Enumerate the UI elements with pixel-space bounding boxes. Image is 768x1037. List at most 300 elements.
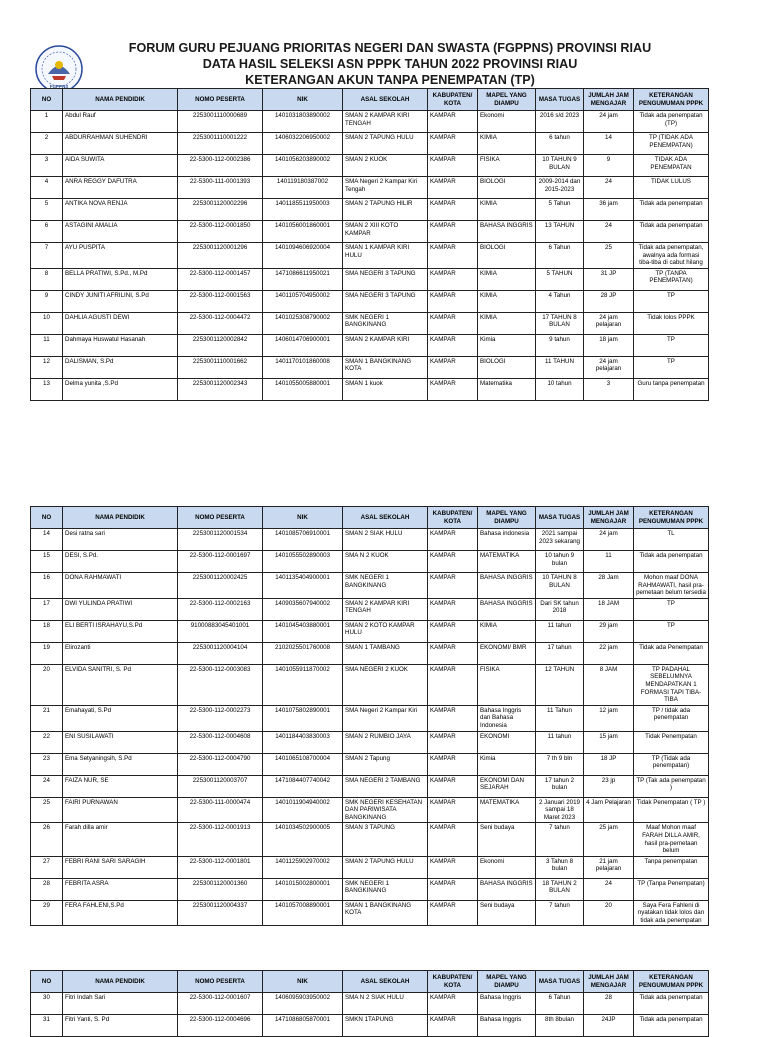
table-cell: KAMPAR <box>428 775 478 797</box>
table-cell: 2253001120001534 <box>178 529 263 551</box>
table-cell: 10 tahun 9 bulan <box>536 551 584 573</box>
table-cell: Matematika <box>478 378 536 400</box>
table-cell: 31 <box>31 1015 63 1037</box>
table-row <box>31 823 709 856</box>
table-cell: TP <box>634 620 709 642</box>
table-cell: 22-5300-112-0001697 <box>178 551 263 573</box>
table-cell: BAHASA INGGRIS <box>478 878 536 900</box>
column-header: NOMO PESERTA <box>178 89 263 111</box>
table-cell: Dari SK tahun 2018 <box>536 598 584 620</box>
table-cell: 1401055502890003 <box>263 551 343 573</box>
table-cell: KAMPAR <box>428 823 478 856</box>
column-header: MAPEL YANG DIAMPU <box>478 89 536 111</box>
table-cell: 10 TAHUN 8 BULAN <box>536 573 584 599</box>
table-cell: FERA FAHLENI,S.Pd <box>63 900 178 926</box>
table-cell: Bahasa Inggris dan Bahasa Indonesia <box>478 705 536 731</box>
table-cell: Kimia <box>478 334 536 356</box>
table-cell: KAMPAR <box>428 753 478 775</box>
table-cell: 11 <box>31 334 63 356</box>
table-cell: SMAN 2 TAPUNG HILIR <box>343 199 428 221</box>
table-cell: KAMPAR <box>428 177 478 199</box>
table-cell: 13 TAHUN <box>536 221 584 243</box>
table-cell: 22-5300-112-0004608 <box>178 731 263 753</box>
table-cell: Elirozanti <box>63 642 178 664</box>
table-cell: SMK NEGERI 1 BANGKINANG <box>343 573 428 599</box>
column-header: KETERANGAN PENGUMUMAN PPPK <box>634 971 709 993</box>
table-cell: KAMPAR <box>428 1015 478 1037</box>
table-cell: 24 jam pelajaran <box>584 312 634 334</box>
table-cell: 2009-2014 dan 2015-2023 <box>536 177 584 199</box>
header-row <box>31 971 709 993</box>
table-cell: 9 <box>584 155 634 177</box>
table-row <box>31 775 709 797</box>
table-cell: 1401034502900005 <box>263 823 343 856</box>
table-cell: Tidak ada penempatan, awalnya ada formasi tiba-tiba di cabut hilang <box>634 243 709 269</box>
table-cell: KAMPAR <box>428 529 478 551</box>
column-header: NIK <box>263 971 343 993</box>
fgppns-logo <box>34 44 84 94</box>
table-row <box>31 705 709 731</box>
table-cell: TP (Tanpa Penempatan) <box>634 878 709 900</box>
table-cell: 12 jam <box>584 705 634 731</box>
table-cell: 140119180387002 <box>263 177 343 199</box>
table-cell: KAMPAR <box>428 334 478 356</box>
table-cell: FISIKA <box>478 664 536 705</box>
table-cell: Guru tanpa penempatan <box>634 378 709 400</box>
table-cell: 22 jam <box>584 642 634 664</box>
logo-text: FGPPNS <box>49 84 69 89</box>
table-cell: KAMPAR <box>428 312 478 334</box>
table-cell: Ekonomi <box>478 856 536 878</box>
table-row <box>31 133 709 155</box>
table-cell: 11 <box>584 551 634 573</box>
table-cell: 6 Tahun <box>536 243 584 269</box>
table-cell: 1401125902970002 <box>263 856 343 878</box>
column-header: JUMLAH JAM MENGAJAR <box>584 507 634 529</box>
table-cell: KAMPAR <box>428 356 478 378</box>
table-cell: Seni budaya <box>478 823 536 856</box>
table-cell: SMAN 2 KAMPAR KIRI TENGAH <box>343 598 428 620</box>
table-cell: 13 <box>31 378 63 400</box>
table-cell: Tidak Penempatan ( TP ) <box>634 797 709 823</box>
data-table-section-3 <box>30 970 709 1037</box>
table-cell: KIMIA <box>478 620 536 642</box>
table-row <box>31 1015 709 1037</box>
table-cell: Tidak ada penempatan <box>634 221 709 243</box>
table-cell: SMA Negeri 2 Kampar Kiri Tengah <box>343 177 428 199</box>
table-cell: 1401057008890001 <box>263 900 343 926</box>
table-cell: BIOLOGI <box>478 356 536 378</box>
table-cell: EKONOMI <box>478 731 536 753</box>
title-line-1: FORUM GURU PEJUANG PRIORITAS NEGERI DAN SWASTA (FGPPNS) PROVINSI RIAU <box>128 41 652 55</box>
table-cell: 1409035607940002 <box>263 598 343 620</box>
table-cell: Fitri Indah Sari <box>63 993 178 1015</box>
table-cell: 3 <box>31 155 63 177</box>
table-cell: 8 JAM <box>584 664 634 705</box>
table-cell: KAMPAR <box>428 797 478 823</box>
table-cell: Ekonomi <box>478 111 536 133</box>
table-cell: 4 Jam Pelajaran <box>584 797 634 823</box>
table-cell: 2253001120004104 <box>178 642 263 664</box>
table-cell: Delma yunita ,S.Pd <box>63 378 178 400</box>
table-cell: 29 jam <box>584 620 634 642</box>
table-cell: 1401184403830003 <box>263 731 343 753</box>
table-cell: 1406095903950002 <box>263 993 343 1015</box>
table-cell: SMAN 2 KOTO KAMPAR HULU <box>343 620 428 642</box>
table-cell: 2253001110001222 <box>178 133 263 155</box>
table-cell: SMA NEGERI 3 TAPUNG <box>343 268 428 290</box>
table-cell: Tidak ada penempatan <box>634 1015 709 1037</box>
table-cell: 20 <box>31 664 63 705</box>
table-cell: KAMPAR <box>428 705 478 731</box>
column-header: NIK <box>263 507 343 529</box>
table-cell: 22-5300-111-0000474 <box>178 797 263 823</box>
table-row <box>31 378 709 400</box>
table-cell: 6 <box>31 221 63 243</box>
table-cell: ANTIKA NOVA RENJA <box>63 199 178 221</box>
column-header: NO <box>31 89 63 111</box>
column-header: JUMLAH JAM MENGAJAR <box>584 89 634 111</box>
table-cell: 15 jam <box>584 731 634 753</box>
column-header: NOMO PESERTA <box>178 971 263 993</box>
table-cell: Tanpa penempatan <box>634 856 709 878</box>
table-cell: 24 <box>31 775 63 797</box>
table-cell: ABDURRAHMAN SUHENDRI <box>63 133 178 155</box>
table-cell: KIMIA <box>478 268 536 290</box>
table-cell: Bahasa indonesia <box>478 529 536 551</box>
table-cell: KAMPAR <box>428 993 478 1015</box>
table-cell: 24 jam pelajaran <box>584 356 634 378</box>
table-cell: 6 tahun <box>536 133 584 155</box>
table-cell: ELVIDA SANITRI, S. Pd <box>63 664 178 705</box>
table-cell: 1401170101860008 <box>263 356 343 378</box>
table-row <box>31 290 709 312</box>
table-cell: 18 jam <box>584 334 634 356</box>
title-line-2: DATA HASIL SELEKSI ASN PPPK TAHUN 2022 PROVINSI RIAU <box>202 57 578 71</box>
table-cell: BIOLOGI <box>478 243 536 269</box>
table-row <box>31 529 709 551</box>
table-row <box>31 664 709 705</box>
data-table-section-2 <box>30 506 709 926</box>
table-cell: FEBRITA ASRA <box>63 878 178 900</box>
table-cell: 24 <box>584 878 634 900</box>
table-cell: ENI SUSILAWATI <box>63 731 178 753</box>
table-cell: Seni budaya <box>478 900 536 926</box>
table-cell: 7 tahun <box>536 823 584 856</box>
table-cell: 11 tahun <box>536 620 584 642</box>
column-header: MAPEL YANG DIAMPU <box>478 507 536 529</box>
table-cell: 23 jp <box>584 775 634 797</box>
table-cell: 22 <box>31 731 63 753</box>
column-header: KABUPATEN/ KOTA <box>428 971 478 993</box>
table-cell: Tidak ada penempatan <box>634 993 709 1015</box>
table-cell: 5 Tahun <box>536 199 584 221</box>
table-cell: SMA NEGERI 2 TAMBANG <box>343 775 428 797</box>
table-cell: 25 <box>584 243 634 269</box>
table-cell: 1401025308790002 <box>263 312 343 334</box>
table-cell: EKONOMI/ BMR <box>478 642 536 664</box>
table-cell: 1401015002800001 <box>263 878 343 900</box>
table-cell: ELI BERTI ISRAHAYU,S.Pd <box>63 620 178 642</box>
column-header: KABUPATEN/ KOTA <box>428 507 478 529</box>
column-header: NAMA PENDIDIK <box>63 971 178 993</box>
table-cell: 28 JP <box>584 290 634 312</box>
table-cell: 2253001120002425 <box>178 573 263 599</box>
table-cell: 28 <box>31 878 63 900</box>
table-cell: KAMPAR <box>428 900 478 926</box>
table-cell: KAMPAR <box>428 155 478 177</box>
table-cell: KAMPAR <box>428 199 478 221</box>
column-header: NO <box>31 507 63 529</box>
table-cell: AYU PUSPITA <box>63 243 178 269</box>
table-cell: BIOLOGI <box>478 177 536 199</box>
table-cell: 10 TAHUN 9 BULAN <box>536 155 584 177</box>
table-cell: Maaf Mohon maaf FARAH DILLA AMIR, hasil pra-pemetaan belum <box>634 823 709 856</box>
table-cell: KAMPAR <box>428 664 478 705</box>
column-header: ASAL SEKOLAH <box>343 89 428 111</box>
table-cell: 2253001120004337 <box>178 900 263 926</box>
table-cell: Saya Fera Fahleni di nyatakan tidak lolos dan tidak ada penempatan <box>634 900 709 926</box>
table-cell: SMA N 2 KUOK <box>343 551 428 573</box>
table-cell: 21 <box>31 705 63 731</box>
table-cell: 20 <box>584 900 634 926</box>
table-cell: MATEMATIKA <box>478 551 536 573</box>
table-cell: SMAN 1 BANGKINANG KOTA <box>343 900 428 926</box>
table-cell: 1401065108700004 <box>263 753 343 775</box>
table-cell: SMK NEGERI 1 BANGKINANG <box>343 878 428 900</box>
table-cell: TP (Tak ada penempatan ) <box>634 775 709 797</box>
table-cell: 27 <box>31 856 63 878</box>
table-cell: 4 <box>31 177 63 199</box>
table-cell: 12 TAHUN <box>536 664 584 705</box>
table-row <box>31 900 709 926</box>
column-header: NIK <box>263 89 343 111</box>
table-row <box>31 620 709 642</box>
table-cell: KIMIA <box>478 199 536 221</box>
table-cell: KAMPAR <box>428 620 478 642</box>
table-cell: KAMPAR <box>428 731 478 753</box>
table-cell: KAMPAR <box>428 856 478 878</box>
table-row <box>31 642 709 664</box>
table-cell: 1401031803890002 <box>263 111 343 133</box>
table-cell: SMAN 2 KUOK <box>343 155 428 177</box>
table-cell: Tidak ada Penempatan <box>634 642 709 664</box>
table-cell: 18 JP <box>584 753 634 775</box>
table-cell: 2102025501760008 <box>263 642 343 664</box>
table-cell: 2 Januari 2019 sampai 18 Maret 2023 <box>536 797 584 823</box>
table-cell: 22-5300-112-0001801 <box>178 856 263 878</box>
table-cell: 1406014706900001 <box>263 334 343 356</box>
table-cell: Abdul Rauf <box>63 111 178 133</box>
table-cell: 1401094606920004 <box>263 243 343 269</box>
table-cell: Bahasa Inggris <box>478 993 536 1015</box>
table-row <box>31 551 709 573</box>
table-cell: 3 <box>584 378 634 400</box>
table-row <box>31 993 709 1015</box>
table-cell: TP <box>634 598 709 620</box>
column-header: MAPEL YANG DIAMPU <box>478 971 536 993</box>
table-cell: 2253001120002842 <box>178 334 263 356</box>
table-cell: 1401056001860001 <box>263 221 343 243</box>
table-row <box>31 199 709 221</box>
table-cell: 30 <box>31 993 63 1015</box>
table-cell: 2253001120002296 <box>178 199 263 221</box>
table-cell: ANRA REGGY DAFUTRA <box>63 177 178 199</box>
table-cell: KAMPAR <box>428 268 478 290</box>
table-cell: 28 Jam <box>584 573 634 599</box>
column-header: MASA TUGAS <box>536 971 584 993</box>
table-cell: 22-5300-112-0001457 <box>178 268 263 290</box>
table-cell: 17 tahun 2 bulan <box>536 775 584 797</box>
table-row <box>31 598 709 620</box>
table-cell: 24 <box>584 177 634 199</box>
table-cell: SMAN 2 XIII KOTO KAMPAR <box>343 221 428 243</box>
column-header: KETERANGAN PENGUMUMAN PPPK <box>634 89 709 111</box>
column-header: JUMLAH JAM MENGAJAR <box>584 971 634 993</box>
table-cell: TP (Tidak ada penempatan) <box>634 753 709 775</box>
table-cell: 3 Tahun 8 bulan <box>536 856 584 878</box>
table-cell: TP <box>634 334 709 356</box>
table-cell: 22-5300-112-0003083 <box>178 664 263 705</box>
table-cell: 36 jam <box>584 199 634 221</box>
table-cell: AIDA SUWITA <box>63 155 178 177</box>
table-cell: Desi ratna sari <box>63 529 178 551</box>
document-header <box>90 40 690 88</box>
table-cell: 1401011904940002 <box>263 797 343 823</box>
table-row <box>31 221 709 243</box>
table-cell: 2 <box>31 133 63 155</box>
table-cell: 1406032206950002 <box>263 133 343 155</box>
table-cell: DONA RAHMAWATI <box>63 573 178 599</box>
table-cell: 11 tahun <box>536 731 584 753</box>
table-cell: SMA NEGERI 2 KUOK <box>343 664 428 705</box>
table-cell: SMAN 2 KAMPAR KIRI TENGAH <box>343 111 428 133</box>
table-cell: 5 <box>31 199 63 221</box>
table-cell: FISIKA <box>478 155 536 177</box>
table-cell: 24 jam <box>584 529 634 551</box>
table-cell: 24 jam <box>584 111 634 133</box>
table-cell: ASTAGINI AMALIA <box>63 221 178 243</box>
table-cell: TL <box>634 529 709 551</box>
table-cell: SMKN 1TAPUNG <box>343 1015 428 1037</box>
table-cell: 14 <box>584 133 634 155</box>
table-cell: 17 <box>31 598 63 620</box>
table-cell: 2016 s/d 2023 <box>536 111 584 133</box>
table-cell: FAIZA NUR, SE <box>63 775 178 797</box>
table-cell: 1401045403880001 <box>263 620 343 642</box>
table-row <box>31 573 709 599</box>
table-cell: 1471086611950021 <box>263 268 343 290</box>
table-cell: 1471086805870001 <box>263 1015 343 1037</box>
table-cell: KIMIA <box>478 290 536 312</box>
table-row <box>31 111 709 133</box>
table-row <box>31 177 709 199</box>
table-cell: 11 Tahun <box>536 705 584 731</box>
table-cell: Tidak ada penempatan <box>634 551 709 573</box>
table-cell: 1401055911870002 <box>263 664 343 705</box>
table-cell: 5 TAHUN <box>536 268 584 290</box>
table-cell: 17 tahun <box>536 642 584 664</box>
table-cell: 25 jam <box>584 823 634 856</box>
table-cell: 16 <box>31 573 63 599</box>
column-header: ASAL SEKOLAH <box>343 971 428 993</box>
table-cell: 26 <box>31 823 63 856</box>
table-cell: 1 <box>31 111 63 133</box>
table-cell: 1471084407740042 <box>263 775 343 797</box>
table-cell: Ema Setyaningsih, S.Pd <box>63 753 178 775</box>
table-cell: SMAN 2 Tapung <box>343 753 428 775</box>
table-cell: Tidak ada penempatan (TP) <box>634 111 709 133</box>
table-cell: SMAN 1 KAMPAR KIRI HULU <box>343 243 428 269</box>
column-header: NAMA PENDIDIK <box>63 89 178 111</box>
table-row <box>31 312 709 334</box>
table-cell: Tidak Penempatan <box>634 731 709 753</box>
table-row <box>31 155 709 177</box>
table-cell: 24JP <box>584 1015 634 1037</box>
table-cell: Bahasa Inggris <box>478 1015 536 1037</box>
table-cell: 6 Tahun <box>536 993 584 1015</box>
table-cell: 7 tahun <box>536 900 584 926</box>
table-cell: TP / tidak ada penempatan <box>634 705 709 731</box>
table-cell: SMA Negeri 2 Kampar Kiri <box>343 705 428 731</box>
table-cell: 12 <box>31 356 63 378</box>
table-cell: CINDY JUNITI AFRILINI, S.Pd <box>63 290 178 312</box>
table-cell: KAMPAR <box>428 598 478 620</box>
table-cell: SMK NEGERI KESEHATAN DAN PARIWISATA BANGKINANG <box>343 797 428 823</box>
table-cell: Tidak lolos PPPK <box>634 312 709 334</box>
table-cell: TP PADAHAL SEBELUMNYA MENDAPATKAN 1 FORMASI TAPI TIBA-TIBA <box>634 664 709 705</box>
table-cell: Kimia <box>478 753 536 775</box>
table-cell: KIMIA <box>478 133 536 155</box>
table-cell: SMAN 2 TAPUNG HULU <box>343 133 428 155</box>
table-cell: SMAN 2 KAMPAR KIRI <box>343 334 428 356</box>
table-cell: 23 <box>31 753 63 775</box>
header-row <box>31 507 709 529</box>
title-line-3: KETERANGAN AKUN TANPA PENEMPATAN (TP) <box>245 73 535 87</box>
table-cell: 22-5300-112-0002163 <box>178 598 263 620</box>
table-cell: 1401085706910001 <box>263 529 343 551</box>
table-cell: 21 jam pelajaran <box>584 856 634 878</box>
table-row <box>31 797 709 823</box>
table-cell: SMAN 1 TAMBANG <box>343 642 428 664</box>
table-row <box>31 243 709 269</box>
table-cell: KAMPAR <box>428 878 478 900</box>
table-cell: KAMPAR <box>428 290 478 312</box>
table-cell: 11 TAHUN <box>536 356 584 378</box>
table-cell: KAMPAR <box>428 378 478 400</box>
table-row <box>31 856 709 878</box>
table-row <box>31 334 709 356</box>
table-cell: SMAN 1 kuok <box>343 378 428 400</box>
table-cell: 22-5300-112-0004696 <box>178 1015 263 1037</box>
table-cell: 9 <box>31 290 63 312</box>
column-header: ASAL SEKOLAH <box>343 507 428 529</box>
table-cell: TIDAK ADA PENEMPATAN <box>634 155 709 177</box>
table-cell: FAIRI PURNAWAN <box>63 797 178 823</box>
data-table-section-1 <box>30 88 709 401</box>
table-cell: 2253001120001360 <box>178 878 263 900</box>
table-cell: Fitri Yanti, S. Pd <box>63 1015 178 1037</box>
table-cell: 19 <box>31 642 63 664</box>
table-cell: Farah dilla amir <box>63 823 178 856</box>
table-cell: BAHASA INGGRIS <box>478 573 536 599</box>
table-cell: DWI YULINDA PRATIWI <box>63 598 178 620</box>
table-cell: 22-5300-112-0001563 <box>178 290 263 312</box>
table-cell: SMA N 2 SIAK HULU <box>343 993 428 1015</box>
table-cell: 2021 sampai 2023 sekarang <box>536 529 584 551</box>
table-cell: DESI, S.Pd. <box>63 551 178 573</box>
table-cell: 1401056203890002 <box>263 155 343 177</box>
